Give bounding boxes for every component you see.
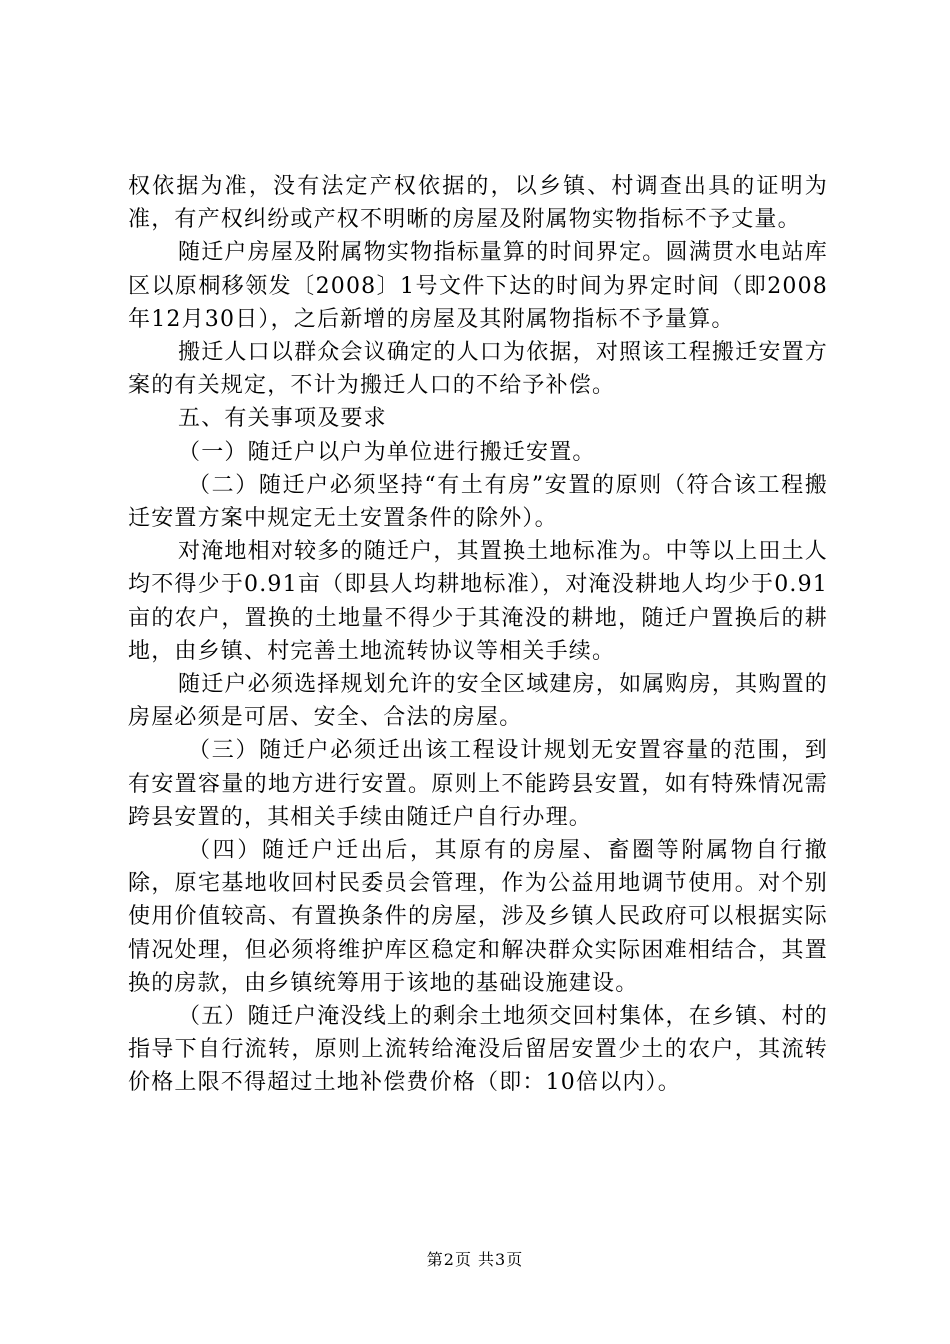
paragraph-item-1: （一）随迁户以户为单位进行搬迁安置。	[178, 439, 596, 465]
paragraph-safe-housing: 随迁户必须选择规划允许的安全区域建房，如属购房，其购置的房屋必须是可居、安全、合法的房屋。	[128, 672, 828, 731]
page-number-indicator: 第2页 共3页	[426, 1250, 524, 1269]
document-body	[128, 170, 828, 1100]
section-heading-matters-requirements: 五、有关事项及要求	[178, 406, 387, 432]
paragraph-item-2: （二）随迁户必须坚持“有土有房”安置的原则（符合该工程搬迁安置方案中规定无土安置条件的除外）。	[128, 472, 828, 532]
paragraph-time-definition: 随迁户房屋及附属物实物指标量算的时间界定。圆满贯水电站库区以原桐移领发〔2008〕1号文件下达的时间为界定时间（即2008年12月30日），之后新增的房屋及其附属物指标不予量算。	[128, 240, 828, 332]
paragraph-relocation-population: 搬迁人口以群众会议确定的人口为依据，对照该工程搬迁安置方案的有关规定，不计为搬迁人口的不给予补偿。	[128, 340, 828, 399]
paragraph-property-basis: 权依据为准，没有法定产权依据的，以乡镇、村调查出具的证明为准，有产权纠纷或产权不明晰的房屋及附属物实物指标不予丈量。	[128, 174, 828, 233]
paragraph-item-3: （三）随迁户必须迁出该工程设计规划无安置容量的范围，到有安置容量的地方进行安置。原则上不能跨县安置，如有特殊情况需跨县安置的，其相关手续由随迁户自行办理。	[128, 738, 828, 830]
paragraph-item-5: （五）随迁户淹没线上的剩余土地须交回村集体，在乡镇、村的指导下自行流转，原则上流转给淹没后留居安置少土的农户，其流转价格上限不得超过土地补偿费价格（即：10倍以内）。	[128, 1004, 828, 1096]
paragraph-item-4: （四）随迁户迁出后，其原有的房屋、畜圈等附属物自行撤除，原宅基地收回村民委员会管理，作为公益用地调节使用。对个别使用价值较高、有置换条件的房屋，涉及乡镇人民政府可以根据实际情况处理，但必须将维护库区稳定和解决群众实际困难相结合，其置换的房款，由乡镇统筹用于该地的基础设施建设。	[128, 838, 828, 996]
page-footer	[0, 1250, 950, 1270]
paragraph-land-replacement: 对淹地相对较多的随迁户，其置换土地标准为。中等以上田土人均不得少于0.91亩（即县人均耕地标准），对淹没耕地人均少于0.91亩的农户，置换的土地量不得少于其淹没的耕地，随迁户置换后的耕地，由乡镇、村完善土地流转协议等相关手续。	[128, 539, 828, 664]
